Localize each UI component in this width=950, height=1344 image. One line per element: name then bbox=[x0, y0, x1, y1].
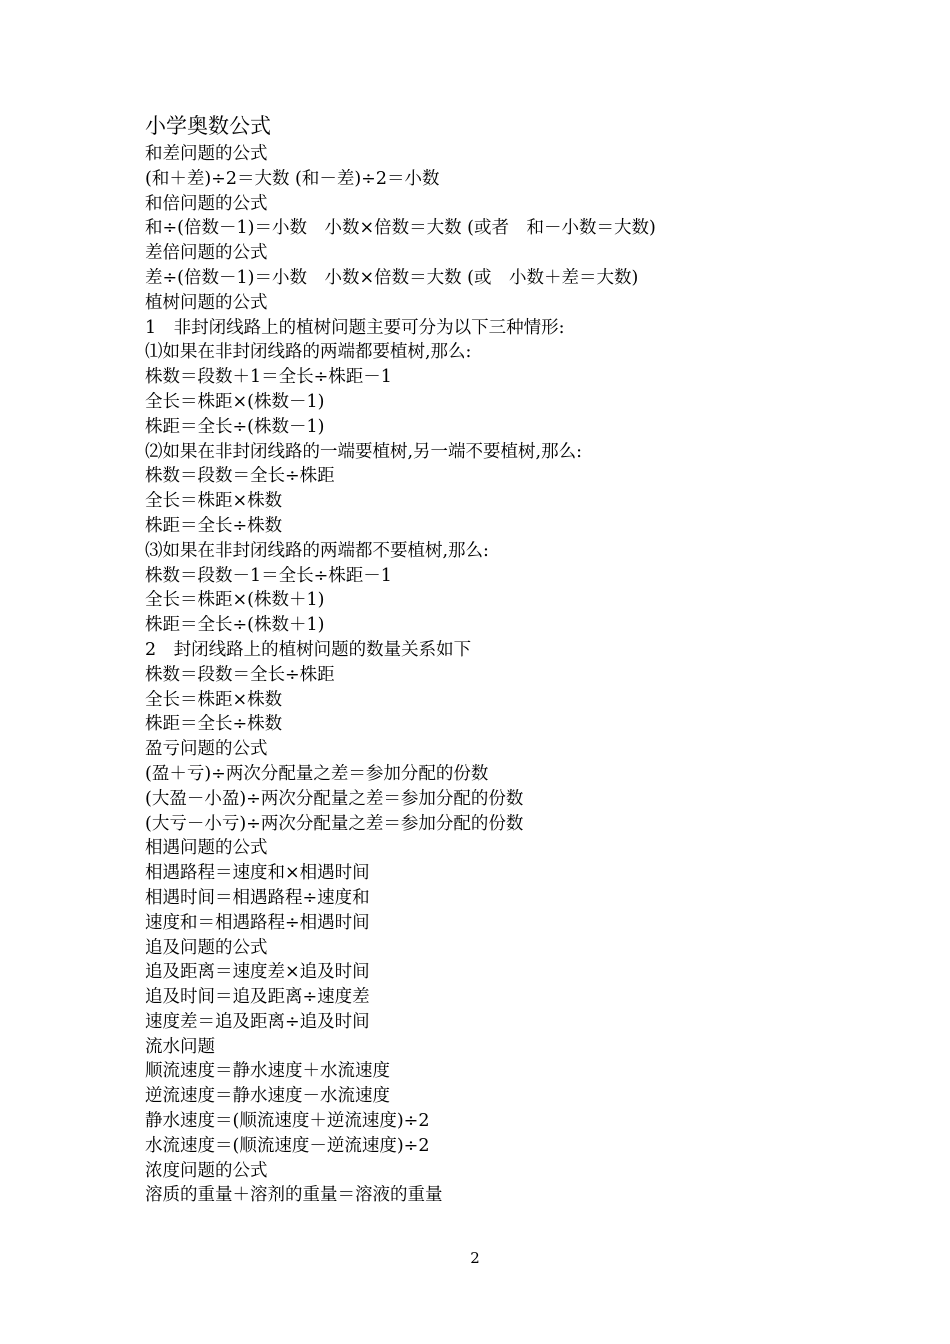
text-line: ⑵如果在非封闭线路的一端要植树,另一端不要植树,那么: bbox=[145, 441, 583, 462]
text-line: 全长＝株距×株数 bbox=[145, 689, 283, 710]
text-line: 相遇路程＝速度和×相遇时间 bbox=[145, 863, 370, 884]
text-line: 株数＝段数＝全长÷株距 bbox=[145, 466, 335, 487]
text-line: 追及时间＝追及距离÷速度差 bbox=[145, 987, 370, 1008]
text-line: 水流速度＝(顺流速度－逆流速度)÷2 bbox=[145, 1135, 430, 1156]
text-line: 植树问题的公式 bbox=[145, 292, 268, 313]
text-line: 株距＝全长÷(株数－1) bbox=[145, 416, 325, 437]
text-line: 全长＝株距×株数 bbox=[145, 491, 283, 512]
text-line: 株数＝段数＝全长÷株距 bbox=[145, 664, 335, 685]
text-line: (和＋差)÷2＝大数 (和－差)÷2＝小数 bbox=[145, 168, 440, 189]
text-line: 溶质的重量＋溶剂的重量＝溶液的重量 bbox=[145, 1185, 443, 1206]
text-line: 追及问题的公式 bbox=[145, 937, 268, 958]
text-line: 株距＝全长÷(株数＋1) bbox=[145, 615, 325, 636]
text-line: 盈亏问题的公式 bbox=[145, 739, 268, 760]
text-line: 追及距离＝速度差×追及时间 bbox=[145, 962, 370, 983]
text-line: 株数＝段数＋1＝全长÷株距－1 bbox=[145, 367, 392, 388]
text-line: 流水问题 bbox=[145, 1036, 215, 1057]
formula-list bbox=[145, 142, 905, 1208]
text-line: 速度差＝追及距离÷追及时间 bbox=[145, 1011, 370, 1032]
text-line: 差倍问题的公式 bbox=[145, 243, 268, 264]
text-line: 株距＝全长÷株数 bbox=[145, 714, 283, 735]
text-line: (盈＋亏)÷两次分配量之差＝参加分配的份数 bbox=[145, 763, 489, 784]
page-number: 2 bbox=[470, 1249, 480, 1267]
document-title: 小学奥数公式 bbox=[145, 114, 271, 138]
text-line: 全长＝株距×(株数＋1) bbox=[145, 590, 325, 611]
text-line: 相遇问题的公式 bbox=[145, 838, 268, 859]
text-line: 顺流速度＝静水速度＋水流速度 bbox=[145, 1061, 390, 1082]
text-line: 和÷(倍数－1)＝小数 小数×倍数＝大数 (或者 和－小数＝大数) bbox=[145, 218, 656, 239]
text-line: ⑶如果在非封闭线路的两端都不要植树,那么: bbox=[145, 540, 489, 561]
text-line: 2 封闭线路上的植树问题的数量关系如下 bbox=[145, 639, 472, 660]
text-line: 差÷(倍数－1)＝小数 小数×倍数＝大数 (或 小数＋差＝大数) bbox=[145, 267, 639, 288]
text-line: ⑴如果在非封闭线路的两端都要植树,那么: bbox=[145, 342, 472, 363]
text-line: 1 非封闭线路上的植树问题主要可分为以下三种情形: bbox=[145, 317, 565, 338]
text-line: 速度和＝相遇路程÷相遇时间 bbox=[145, 912, 370, 933]
text-line: 浓度问题的公式 bbox=[145, 1160, 268, 1181]
text-line: 静水速度＝(顺流速度＋逆流速度)÷2 bbox=[145, 1111, 430, 1132]
text-line: 逆流速度＝静水速度－水流速度 bbox=[145, 1086, 390, 1107]
text-line: 相遇时间＝相遇路程÷速度和 bbox=[145, 887, 370, 908]
text-line: (大亏－小亏)÷两次分配量之差＝参加分配的份数 bbox=[145, 813, 524, 834]
text-line: 和差问题的公式 bbox=[145, 144, 268, 164]
text-line: (大盈－小盈)÷两次分配量之差＝参加分配的份数 bbox=[145, 788, 524, 809]
text-line: 全长＝株距×(株数－1) bbox=[145, 391, 325, 412]
text-line: 和倍问题的公式 bbox=[145, 193, 268, 214]
text-line: 株距＝全长÷株数 bbox=[145, 515, 283, 536]
text-line: 株数＝段数－1＝全长÷株距－1 bbox=[145, 565, 392, 586]
